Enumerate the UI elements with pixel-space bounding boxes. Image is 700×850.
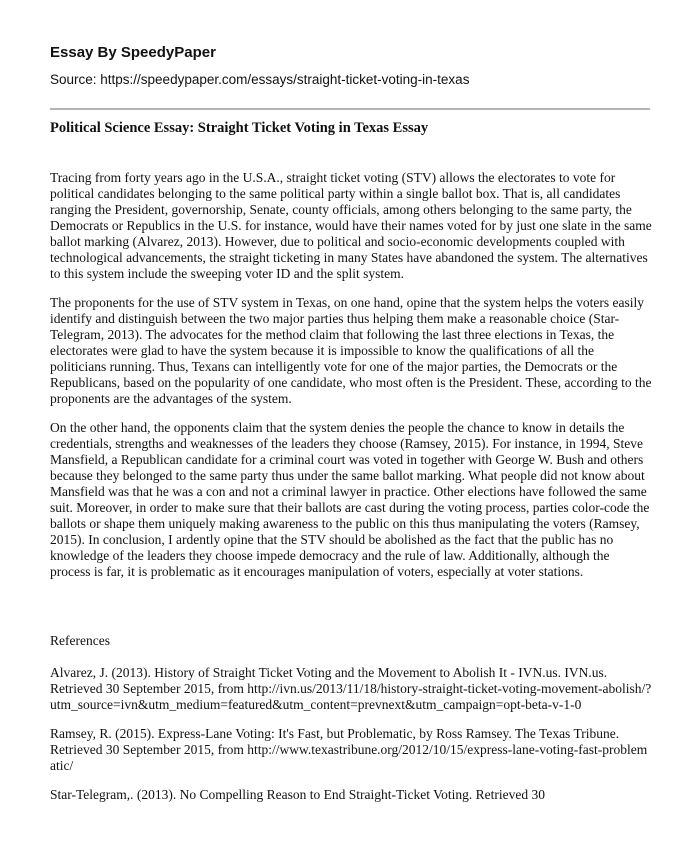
references-list bbox=[50, 665, 652, 816]
reference-item bbox=[50, 665, 652, 713]
header-title: Essay By SpeedyPaper bbox=[50, 44, 216, 61]
header-divider bbox=[50, 108, 650, 110]
reference-url: http://ivn.us/2013/11/18/history-straight-ticket-voting-movement-abolish/?utm_source=ivn&utm_medium=featured&utm_content=prevnext&utm_campaign=opt-beta-v-1-0 bbox=[50, 681, 652, 712]
essay-paragraph: On the other hand, the opponents claim that the system denies the people the chance to know in details the credentials, strengths and weaknesses of the leaders they choose (Ramsey, 2015). For instance, in 1994, Steve Mansfield, a Republican candidate for a criminal court was voted in together with George W. Bush and others because they belonged to the same party thus under the same ballot marking. What people did not know about Mansfield was that he was a con and not a criminal lawyer in practice. Other elections have followed the same suit. Moreover, in order to make sure that their ballots are cast during the voting process, parties color-code the ballots or shape them uniquely making awareness to the public on this thus manipulating the voters (Ramsey, 2015). In conclusion, I ardently opine that the STV should be abolished as the fact that the public has no knowledge of the leaders they choose impede democracy and the rule of law. Additionally, although the process is far, it is problematic as it encourages manipulation of voters, especially at voter stations. bbox=[50, 420, 650, 579]
reference-text: Alvarez, J. (2013). History of Straight Ticket Voting and the Movement to Abolish It - IVN.us. IVN.us. Retrieved 30 September 2015, from bbox=[50, 665, 608, 696]
essay-body bbox=[50, 170, 652, 593]
reference-text: Star-Telegram,. (2013). No Compelling Reason to End Straight-Ticket Voting. Retrieved 30 bbox=[50, 787, 545, 802]
essay-paragraph: Tracing from forty years ago in the U.S.A., straight ticket voting (STV) allows the electorates to vote for political candidates belonging to the same political party within a single ballot box. That is, all candidates ranging the President, governorship, Senate, county officials, among others belonging to the same party, the Democrats or Republics in the U.S. for instance, would have their names voted for by just one slate in the same ballot marking (Alvarez, 2013). However, due to political and socio-economic developments coupled with technological advancements, the straight ticketing in many States have abandoned the system. The alternatives to this system include the sweeping voter ID and the split system. bbox=[50, 170, 652, 281]
references-heading: References bbox=[50, 633, 110, 648]
source-line: Source: https://speedypaper.com/essays/straight-ticket-voting-in-texas bbox=[50, 72, 470, 87]
reference-url: http://www.texastribune.org/2012/10/15/express-lane-voting-fast-problematic/ bbox=[50, 742, 648, 773]
reference-item bbox=[50, 787, 652, 803]
reference-item bbox=[50, 726, 652, 774]
essay-title: Political Science Essay: Straight Ticket Voting in Texas Essay bbox=[50, 120, 429, 136]
essay-paragraph: The proponents for the use of STV system in Texas, on one hand, opine that the system helps the voters easily identify and distinguish between the two major parties thus helping them make a reasonable choice (Star-Telegram, 2013). The advocates for the method claim that following the last three elections in Texas, the electorates were glad to have the system because it is impossible to know the qualifications of all the politicians running. Thus, Texans can intelligently vote for one of the major parties, the Democrats or the Republicans, based on the popularity of one candidate, who most often is the President. These, according to the proponents are the advantages of the system. bbox=[50, 295, 652, 406]
reference-text: Ramsey, R. (2015). Express-Lane Voting: It's Fast, but Problematic, by Ross Ramsey. The Texas Tribune. Retrieved 30 September 2015, from bbox=[50, 726, 620, 757]
